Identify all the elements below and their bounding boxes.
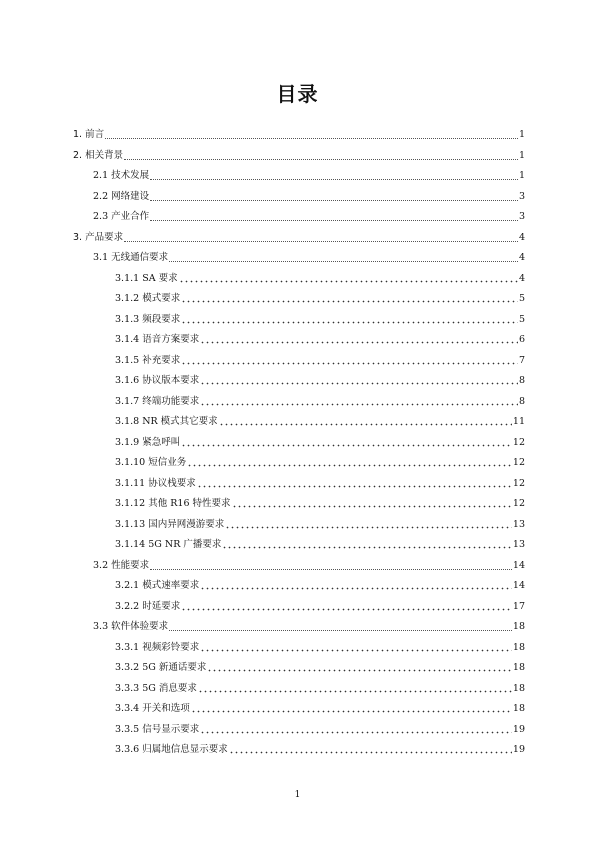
toc-entry-label: 3.2.1 模式速率要求 — [115, 580, 200, 591]
toc-entry-page: 3 — [518, 190, 525, 202]
toc-entry-label: 3.1.6 协议版本要求 — [115, 375, 200, 386]
toc-entry-label: 3.3.1 视频彩铃要求 — [115, 641, 200, 653]
toc-entry-label: 3.1.7 终端功能要求 — [115, 395, 200, 407]
toc-entry[interactable] — [115, 435, 525, 451]
toc-entry-label: 3.3.4 开关和选项 — [115, 703, 190, 714]
dot-leader — [150, 176, 518, 180]
dot-leader — [181, 321, 518, 324]
dot-leader — [179, 280, 518, 283]
toc-entry-page: 5 — [518, 293, 525, 304]
dot-leader — [105, 135, 518, 139]
toc-entry-label: 1. 前言 — [73, 129, 105, 140]
toc-entry-label: 3. 产品要求 — [73, 231, 124, 243]
toc-entry-page: 12 — [512, 457, 525, 468]
toc-entry[interactable] — [93, 189, 525, 205]
toc-entry-label: 3.1.2 模式要求 — [115, 293, 181, 304]
toc-entry-label: 3.1.13 国内异网漫游要求 — [115, 518, 225, 530]
toc-entry-label: 3.1.10 短信业务 — [115, 457, 187, 468]
toc-entry-label: 3.1.11 协议栈要求 — [115, 477, 196, 489]
toc-entry-label: 3.1 无线通信要求 — [93, 252, 169, 263]
toc-entry-page: 8 — [518, 375, 525, 386]
dot-leader — [207, 669, 512, 672]
toc-entry-page: 18 — [512, 641, 525, 653]
toc-entry-page: 18 — [512, 621, 525, 632]
toc-entry[interactable] — [115, 332, 525, 348]
toc-entry-page: 3 — [518, 211, 525, 222]
toc-entry[interactable] — [115, 496, 525, 512]
toc-entry[interactable] — [93, 250, 525, 266]
toc-entry-label: 3.1.12 其他 R16 特性要求 — [115, 498, 231, 509]
toc-entry-label: 3.1.8 NR 模式其它要求 — [115, 416, 218, 427]
toc-entry-page: 5 — [518, 313, 525, 325]
toc-entry[interactable] — [115, 742, 525, 758]
toc-entry[interactable] — [115, 537, 525, 553]
dot-leader — [124, 238, 518, 242]
toc-entry-page: 6 — [518, 334, 525, 345]
toc-entry-page: 18 — [512, 682, 525, 694]
dot-leader — [219, 423, 512, 426]
dot-leader — [200, 731, 512, 734]
toc-entry[interactable] — [115, 291, 525, 307]
toc-entry[interactable] — [73, 230, 525, 246]
toc-entry-page: 18 — [512, 662, 525, 673]
dot-leader — [181, 608, 512, 611]
toc-entry-page: 14 — [512, 580, 525, 591]
toc-entry[interactable] — [115, 599, 525, 615]
dot-leader — [225, 526, 512, 529]
toc-entry-label: 2. 相关背景 — [73, 149, 124, 161]
dot-leader — [198, 690, 512, 693]
toc-entry[interactable] — [73, 127, 525, 143]
toc-entry[interactable] — [115, 701, 525, 717]
dot-leader — [200, 403, 518, 406]
dot-leader — [181, 362, 518, 365]
toc-entry[interactable] — [93, 209, 525, 225]
dot-leader — [232, 505, 512, 508]
toc-entry-label: 3.2.2 时延要求 — [115, 600, 181, 612]
toc-entry-label: 3.1.9 紧急呼叫 — [115, 436, 181, 448]
toc-entry-page: 4 — [518, 252, 525, 263]
toc-entry-page: 1 — [518, 170, 525, 181]
toc-entry[interactable] — [93, 168, 525, 184]
toc-entry[interactable] — [115, 394, 525, 410]
dot-leader — [124, 156, 518, 160]
toc-entry-label: 2.2 网络建设 — [93, 190, 150, 202]
dot-leader — [169, 627, 512, 631]
toc-entry-page: 4 — [518, 272, 525, 284]
dot-leader — [187, 464, 512, 467]
toc-entry-label: 2.1 技术发展 — [93, 170, 150, 181]
toc-entry-page: 12 — [512, 477, 525, 489]
dot-leader — [150, 197, 518, 201]
dot-leader — [181, 444, 512, 447]
toc-entry-label: 3.1.3 频段要求 — [115, 313, 181, 325]
toc-entry[interactable] — [93, 558, 525, 574]
toc-entry-page: 13 — [512, 539, 525, 550]
toc-entry-label: 3.3.6 归属地信息显示要求 — [115, 744, 228, 755]
toc-entry[interactable] — [115, 640, 525, 656]
toc-entry-label: 3.3.2 5G 新通话要求 — [115, 662, 207, 673]
dot-leader — [229, 751, 512, 754]
toc-entry[interactable] — [115, 271, 525, 287]
toc-entry[interactable] — [115, 455, 525, 471]
toc-entry-label: 3.3.3 5G 消息要求 — [115, 682, 197, 694]
toc-entry-label: 3.3 软件体验要求 — [93, 621, 169, 632]
toc-entry-label: 3.3.5 信号显示要求 — [115, 723, 200, 735]
toc-entry[interactable] — [93, 619, 525, 635]
toc-entry-page: 8 — [518, 395, 525, 407]
toc-entry-page: 7 — [518, 354, 525, 366]
dot-leader — [197, 485, 512, 488]
toc-entry[interactable] — [115, 353, 525, 369]
toc-entry[interactable] — [115, 681, 525, 697]
toc-entry-label: 3.2 性能要求 — [93, 559, 150, 571]
toc-entry-page: 17 — [512, 600, 525, 612]
page-number: 1 — [294, 790, 301, 800]
toc-entry-page: 19 — [512, 744, 525, 755]
toc-entry-label: 3.1.5 补充要求 — [115, 354, 181, 366]
toc-entry-page: 12 — [512, 436, 525, 448]
dot-leader — [200, 382, 518, 385]
toc-entry[interactable] — [115, 414, 525, 430]
toc-entry-page: 19 — [512, 723, 525, 735]
toc-entry-label: 3.1.4 语音方案要求 — [115, 334, 200, 345]
dot-leader — [169, 258, 518, 262]
toc-entry-page: 1 — [518, 149, 525, 161]
toc-entry[interactable] — [115, 660, 525, 676]
toc-entry[interactable] — [115, 476, 525, 492]
toc-entry[interactable] — [115, 517, 525, 533]
toc-entry-page: 12 — [512, 498, 525, 509]
dot-leader — [200, 649, 512, 652]
toc-entry[interactable] — [73, 148, 525, 164]
dot-leader — [222, 546, 512, 549]
toc-entry-label: 2.3 产业合作 — [93, 211, 150, 222]
toc-entry[interactable] — [115, 373, 525, 389]
dot-leader — [200, 341, 518, 344]
dot-leader — [181, 300, 518, 303]
toc-entry-page: 13 — [512, 518, 525, 530]
toc-entry-label: 3.1.14 5G NR 广播要求 — [115, 539, 222, 550]
toc-entry-page: 18 — [512, 703, 525, 714]
toc-entry[interactable] — [115, 312, 525, 328]
dot-leader — [191, 710, 512, 713]
page-title: 目录 — [276, 82, 319, 106]
toc-entry-page: 14 — [512, 559, 525, 571]
toc-entry-page: 1 — [518, 129, 525, 140]
toc-entry-page: 4 — [518, 231, 525, 243]
dot-leader — [200, 587, 512, 590]
toc-entry[interactable] — [115, 578, 525, 594]
dot-leader — [150, 217, 518, 221]
toc-entry-label: 3.1.1 SA 要求 — [115, 272, 178, 284]
toc-entry[interactable] — [115, 722, 525, 738]
dot-leader — [150, 566, 512, 570]
toc-entry-page: 11 — [512, 416, 525, 427]
